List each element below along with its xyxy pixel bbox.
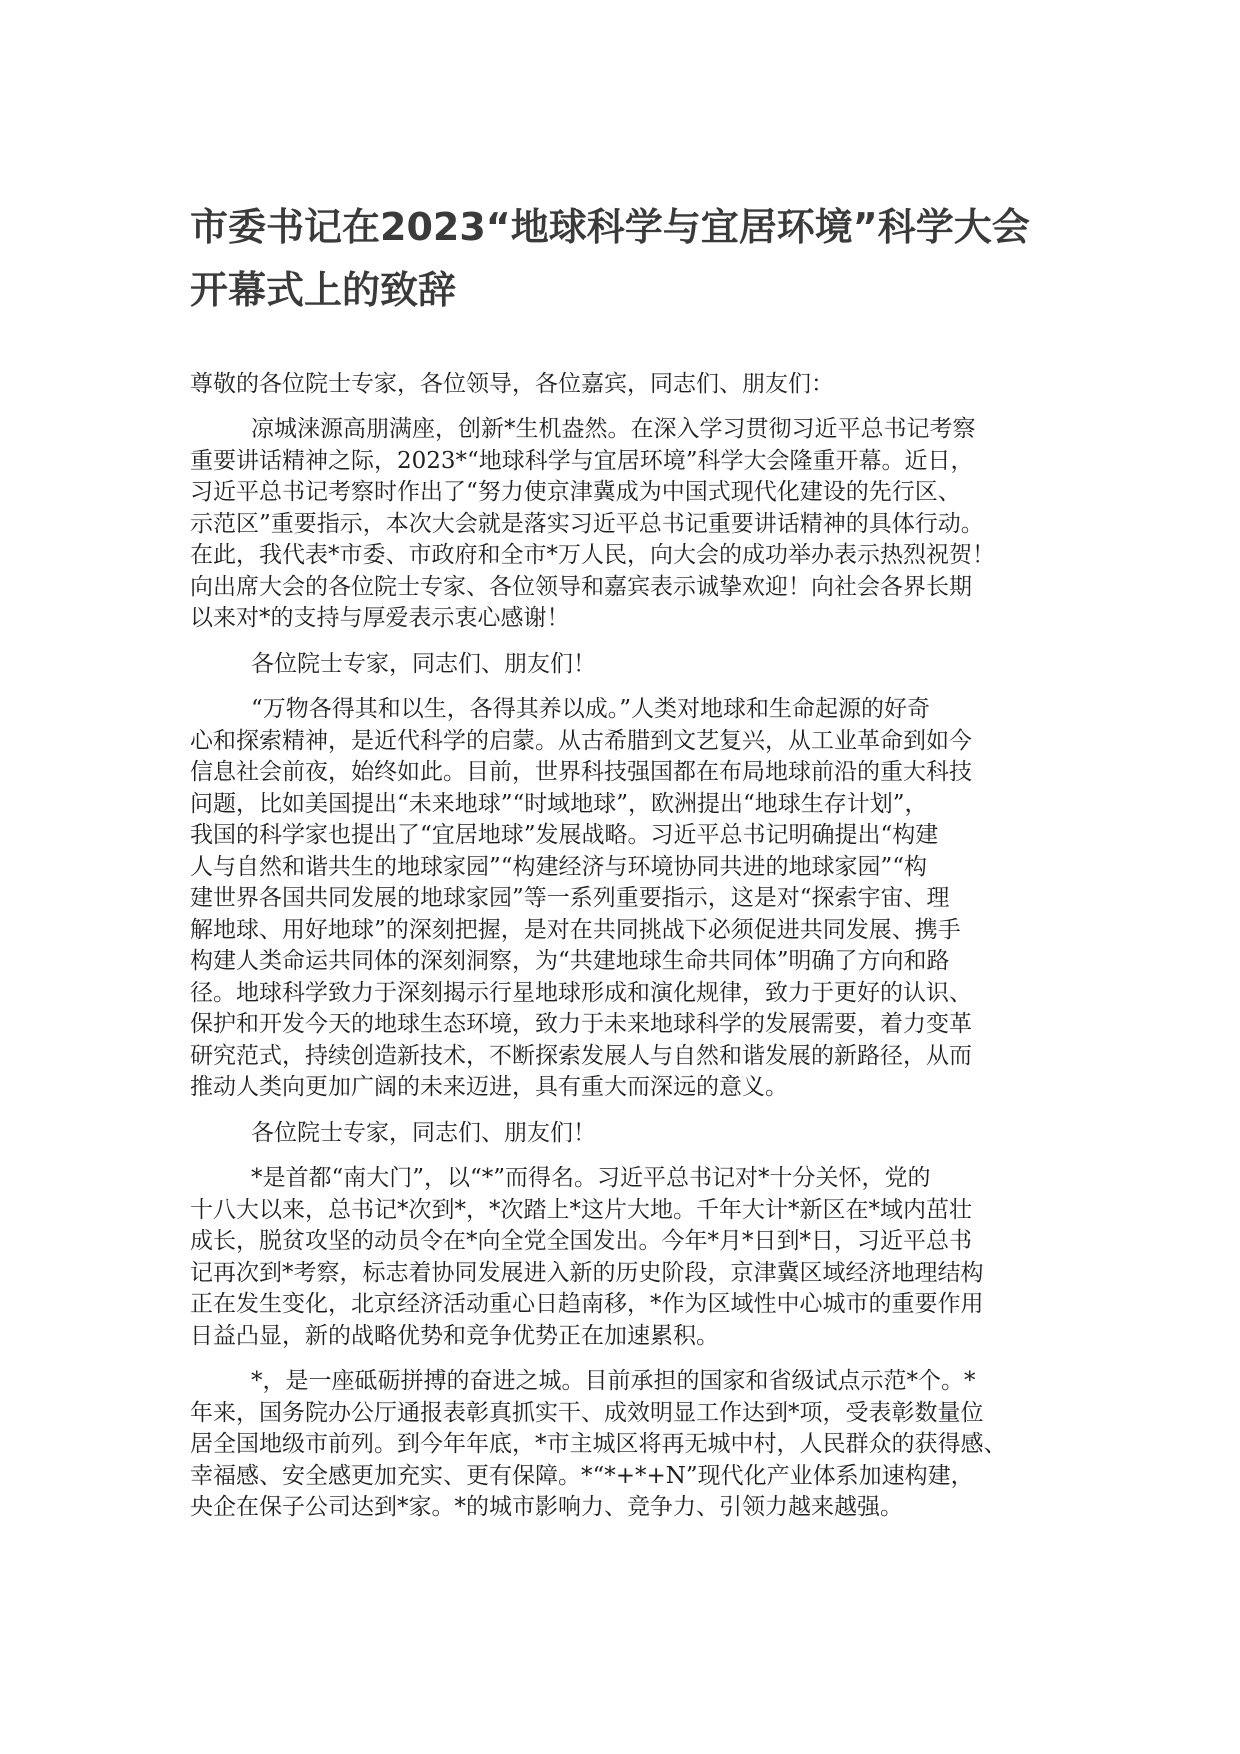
paragraph-line: 习近平总书记考察时作出了“努力使京津冀成为中国式现代化建设的先行区、 (190, 479, 961, 505)
document-body (190, 368, 1070, 1538)
paragraph-line: 构建人类命运共同体的深刻洞察，为“共建地球生命共同体”明确了方向和路 (190, 948, 950, 974)
document-title (190, 196, 1070, 322)
paragraph-line: 示范区”重要指示，本次大会就是落实习近平总书记重要讲话精神的具体行动。 (190, 510, 984, 537)
paragraph-line: *，是一座砥砺拼搏的奋进之城。目前承担的国家和省级试点示范*个。* (251, 1368, 976, 1394)
title-line: 开幕式上的致辞 (190, 268, 457, 312)
body-paragraph (190, 649, 1070, 681)
paragraph-line: 年来，国务院办公厅通报表彰真抓实干、成效明显工作达到*项，受表彰数量位 (190, 1399, 984, 1426)
body-paragraph (190, 1118, 1070, 1150)
paragraph-line: 问题，比如美国提出“未来地球”“时域地球”，欧洲提出“地球生存计划”， (190, 790, 928, 817)
paragraph-line: 十八大以来，总书记*次到*，*次踏上*这片大地。千年大计*新区在*域内茁壮 (190, 1196, 972, 1223)
paragraph-line: 建世界各国共同发展的地球家园”等一系列重要指示，这是对“探索宇宙、理 (190, 885, 950, 911)
body-paragraph (190, 414, 1070, 635)
paragraph-line: 研究范式，持续创造新技术，不断探索发展人与自然和谐发展的新路径，从而 (190, 1042, 972, 1069)
paragraph-list (190, 414, 1070, 1524)
paragraph-line: *是首都“南大门”，以“*”而得名。习近平总书记对*十分关怀，党的 (251, 1165, 931, 1191)
paragraph-line: 以来对*的支持与厚爱表示衷心感谢！ (190, 605, 570, 631)
paragraph-line: 信息社会前夜，始终如此。目前，世界科技强国都在布局地球前沿的重大科技 (190, 759, 972, 785)
paragraph-line: 保护和开发今天的地球生态环境，致力于未来地球科学的发展需要，着力变革 (190, 1011, 972, 1037)
paragraph-line: 人与自然和谐共生的地球家园”“构建经济与环境协同共进的地球家园”“构 (190, 853, 928, 880)
paragraph-line: 推动人类向更加广阔的未来迈进，具有重大而深远的意义。 (190, 1074, 788, 1100)
paragraph-line: 央企在保子公司达到*家。*的城市影响力、竞争力、引领力越来越强。 (190, 1494, 903, 1520)
paragraph-line: 日益凸显，新的战略优势和竞争优势正在加速累积。 (190, 1322, 719, 1349)
paragraph-line: 径。地球科学致力于深刻揭示行星地球形成和演化规律，致力于更好的认识、 (190, 979, 972, 1006)
paragraph-line: 向出席大会的各位院士专家、各位领导和嘉宾表示诚挚欢迎！向社会各界长期 (190, 573, 972, 600)
paragraph-line: 成长，脱贫攻坚的动员令在*向全党全国发出。今年*月*日到*日，习近平总书 (190, 1228, 972, 1254)
paragraph-line: 各位院士专家，同志们、朋友们！ (251, 650, 596, 677)
title-line: 市委书记在2023“地球科学与宜居环境”科学大会 (190, 205, 1030, 249)
paragraph-line: 各位院士专家，同志们、朋友们！ (251, 1119, 596, 1146)
body-paragraph (190, 1163, 1070, 1352)
paragraph-line: 正在发生变化，北京经济活动重心日趋南移，*作为区域性中心城市的重要作用 (190, 1291, 984, 1317)
paragraph-line: 记再次到*考察，标志着协同发展进入新的历史阶段，京津冀区域经济地理结构 (190, 1259, 984, 1286)
paragraph-line: 我国的科学家也提出了“宜居地球”发展战略。习近平总书记明确提出“构建 (190, 822, 939, 848)
paragraph-line: 居全国地级市前列。到今年年底，*市主城区将再无城中村，人民群众的获得感、 (190, 1431, 1007, 1457)
paragraph-line: 解地球、用好地球”的深刻把握，是对在共同挑战下必须促进共同发展、携手 (190, 916, 961, 943)
paragraph-line: “万物各得其和以生，各得其养以成。”人类对地球和生命起源的好奇 (251, 696, 931, 722)
paragraph-line: 重要讲话精神之际，2023*“地球科学与宜居环境”科学大会隆重开幕。近日， (190, 447, 974, 474)
body-paragraph (190, 694, 1070, 1104)
paragraph-line: 心和探索精神，是近代科学的启蒙。从古希腊到文艺复兴，从工业革命到如今 (190, 727, 972, 754)
paragraph-line: 幸福感、安全感更加充实、更有保障。*“*+*+N”现代化产业体系加速构建， (190, 1462, 974, 1489)
salutation: 尊敬的各位院士专家，各位领导，各位嘉宾，同志们、朋友们： (190, 371, 834, 397)
paragraph-line: 在此，我代表*市委、市政府和全市*万人民，向大会的成功举办表示热烈祝贺！ (190, 542, 995, 568)
paragraph-line: 凉城涞源高朋满座，创新*生机盎然。在深入学习贯彻习近平总书记考察 (251, 416, 976, 442)
body-paragraph (190, 1366, 1070, 1524)
